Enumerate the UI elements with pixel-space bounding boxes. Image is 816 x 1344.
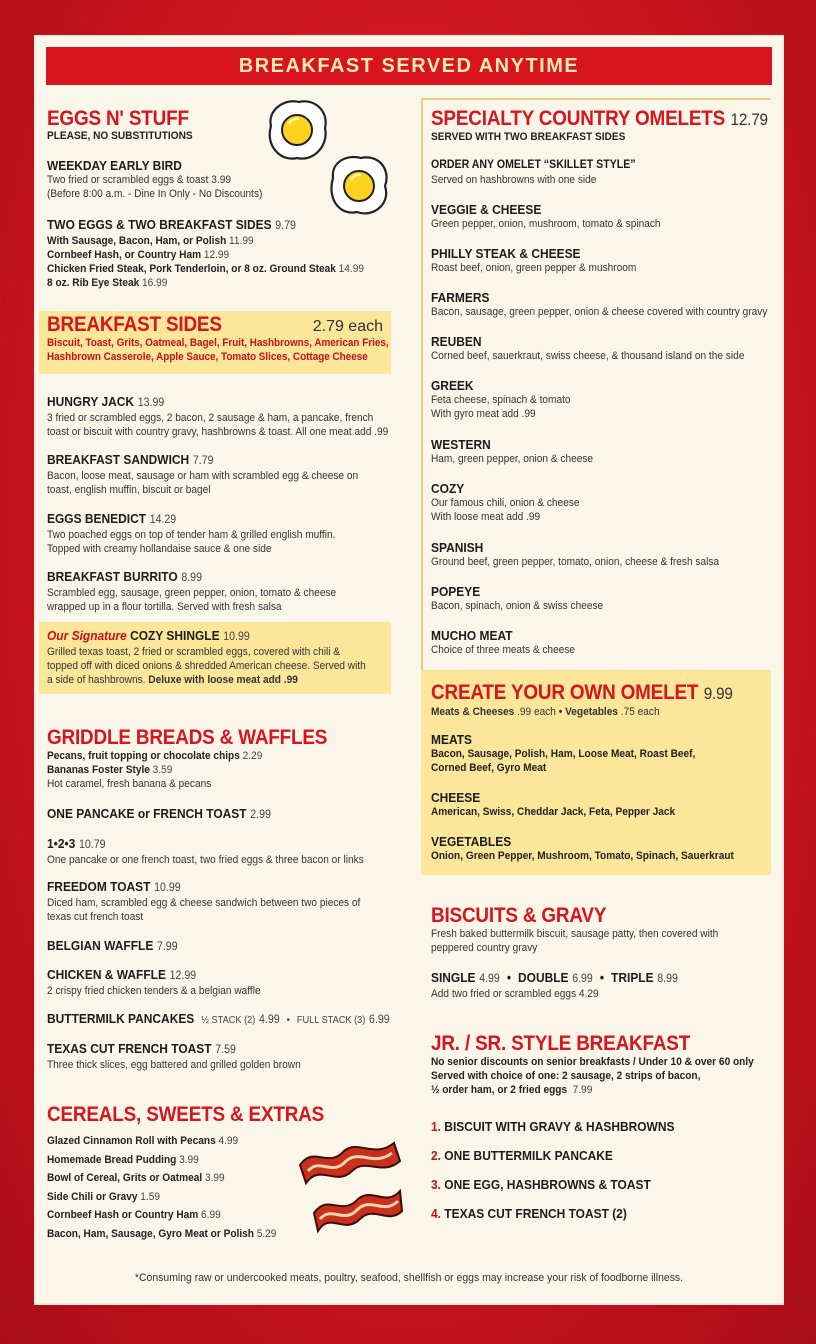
create-title: [431, 682, 733, 705]
item-title-text: HUNGRY JACK: [47, 394, 135, 409]
griddle-title: GRIDDLE BREADS & WAFFLES: [47, 726, 328, 749]
freedom-title-text: FREEDOM TOAST: [47, 879, 151, 894]
cereals-line-text: Homemade Bread Pudding: [47, 1153, 177, 1166]
cereals-line: [47, 1132, 330, 1151]
cereals-line: [47, 1188, 330, 1207]
jr-line: [431, 1083, 754, 1097]
create-omelet-section: [431, 682, 766, 719]
buttermilk-full: FULL STACK (3): [296, 1015, 366, 1026]
omelet-desc: Ham, green pepper, onion & cheese: [431, 453, 594, 465]
eggs-section: [47, 108, 205, 143]
cereals-line-text: Bacon, Ham, Sausage, Gyro Meat or Polish: [47, 1227, 254, 1240]
two-eggs-line: [47, 262, 364, 276]
two-eggs-title-text: TWO EGGS & TWO BREAKFAST SIDES: [47, 217, 272, 232]
shingle-deluxe: Deluxe with loose meat add .99: [148, 674, 298, 686]
jr-price: 7.99: [572, 1084, 593, 1096]
chicken-waffle: [47, 967, 279, 998]
freedom-desc: Diced ham, scrambled egg & cheese sandwich between two pieces of: [47, 897, 361, 909]
buttermilk-title-text: BUTTERMILK PANCAKES: [47, 1011, 195, 1026]
omelets-section: [431, 108, 805, 144]
shingle-title: [47, 628, 366, 645]
jr-item-num: 4.: [431, 1206, 441, 1221]
cereals-line-price: 4.99: [218, 1135, 239, 1147]
omelets-price: 12.79: [730, 110, 768, 129]
one23-title: [47, 836, 364, 853]
griddle-line3: Hot caramel, fresh banana & pecans: [47, 778, 212, 790]
banner: BREAKFAST SERVED ANYTIME: [46, 47, 772, 85]
create-cheese-title: CHEESE: [431, 790, 481, 805]
belgian-title-text: BELGIAN WAFFLE: [47, 938, 154, 953]
two-eggs-line-text: Cornbeef Hash, or Country Ham: [47, 249, 202, 261]
omelet-desc: Ground beef, green pepper, tomato, onion, cheese & fresh salsa: [431, 556, 720, 568]
two-eggs: [47, 217, 392, 290]
create-veg-title: VEGETABLES: [431, 834, 512, 849]
omelet-title: FARMERS: [431, 290, 490, 305]
omelet-desc: Bacon, spinach, onion & swiss cheese: [431, 600, 604, 612]
omelet-desc: Choice of three meats & cheese: [431, 644, 576, 656]
omelet-title: SPANISH: [431, 540, 484, 555]
create-prices: Meats & Cheeses .99 each • Vegetables .75 each: [431, 706, 660, 718]
omelet-title: POPEYE: [431, 584, 481, 599]
two-eggs-line-text: With Sausage, Bacon, Ham, or Polish: [47, 235, 227, 247]
sides-line2: Hashbrown Casserole, Apple Sauce, Tomato Slices, Cottage Cheese: [47, 351, 368, 363]
cereals-line-price: 5.29: [256, 1227, 277, 1240]
cereals-line-text: Bowl of Cereal, Grits or Oatmeal: [47, 1172, 203, 1184]
cereals-line-price: 6.99: [201, 1209, 221, 1221]
omelets-title-text: SPECIALTY COUNTRY OMELETS: [431, 107, 726, 130]
omelet-title: REUBEN: [431, 334, 482, 349]
biscuits-sizes: [431, 970, 699, 1001]
one-two-three: [47, 836, 391, 867]
shingle-desc: Grilled texas toast, 2 fried or scrambled eggs, covered with chili &: [47, 646, 341, 658]
cereals-line: [47, 1206, 330, 1225]
item-title-text: BREAKFAST BURRITO: [47, 569, 178, 584]
jr-title: JR. / SR. STYLE BREAKFAST: [431, 1032, 691, 1055]
item-price: 8.99: [181, 572, 202, 584]
item-desc: Bacon, loose meat, sausage or ham with scrambled egg & cheese on: [47, 470, 359, 482]
buttermilk-half: ½ STACK (2): [201, 1015, 256, 1026]
eggs-subtitle: PLEASE, NO SUBSTITUTIONS: [47, 130, 193, 142]
omelet-item: [431, 437, 607, 466]
biscuits-add: Add two fried or scrambled eggs 4.29: [431, 988, 599, 1000]
jr-item-text: ONE BUTTERMILK PANCAKE: [444, 1148, 613, 1163]
item-title: [47, 452, 358, 469]
two-eggs-price: 9.79: [275, 220, 296, 232]
two-eggs-line: [47, 248, 364, 262]
sides-line1: Biscuit, Toast, Grits, Oatmeal, Bagel, Fruit, Hashbrowns, American Fries,: [47, 337, 389, 349]
jr-item-text: ONE EGG, HASHBROWNS & TOAST: [444, 1177, 651, 1192]
chicken-desc: 2 crispy fried chicken tenders & a belgian waffle: [47, 985, 261, 997]
two-eggs-line-price: 14.99: [338, 263, 364, 275]
buttermilk-title: BUTTERMILK PANCAKES ½ STACK (2) 4.99 • FULL STACK (3) 6.99: [47, 1011, 390, 1026]
cereals-line-text: Glazed Cinnamon Roll with Pecans: [47, 1135, 216, 1147]
two-eggs-title: [47, 217, 364, 234]
biscuits-single: SINGLE: [431, 970, 476, 985]
omelet-desc: With loose meat add .99: [431, 511, 541, 523]
biscuits-desc: Fresh baked buttermilk biscuit, sausage patty, then covered with: [431, 928, 719, 940]
jr-line: Served with choice of one: 2 sausage, 2 strips of bacon,: [431, 1070, 701, 1082]
create-meats: [431, 732, 718, 775]
chicken-price: 12.99: [169, 970, 197, 982]
texas-title-text: TEXAS CUT FRENCH TOAST: [47, 1041, 212, 1056]
omelets-subtitle: SERVED WITH TWO BREAKFAST SIDES: [431, 131, 626, 143]
item-desc: wrapped up in a flour tortilla. Served with fresh salsa: [47, 601, 282, 613]
create-veg-line: Onion, Green Pepper, Mushroom, Tomato, Spinach, Sauerkraut: [431, 850, 734, 862]
cereals-line-text: Side Chili or Gravy: [47, 1190, 138, 1203]
biscuits-sizes-line: SINGLE 4.99 • DOUBLE 6.99 • TRIPLE 8.99: [431, 970, 678, 985]
biscuits-single-price: 4.99: [479, 973, 500, 985]
one-pancake-title-text: ONE PANCAKE or FRENCH TOAST: [47, 806, 247, 821]
item-price: 13.99: [137, 397, 165, 409]
create-meats-label: Meats & Cheeses: [431, 706, 515, 718]
cereals-line: [47, 1169, 330, 1188]
two-eggs-line: [47, 276, 364, 290]
belgian-waffle: [47, 938, 189, 955]
omelet-divider: [421, 98, 423, 670]
omelet-item: [431, 628, 588, 657]
two-eggs-line-price: 16.99: [142, 277, 168, 289]
create-title-text: CREATE YOUR OWN OMELET: [431, 681, 699, 704]
shingle-desc: [47, 673, 366, 687]
cereals-line: [47, 1225, 330, 1244]
two-eggs-line-price: 11.99: [229, 235, 254, 247]
biscuits-title: BISCUITS & GRAVY: [431, 904, 607, 927]
shingle-desc: topped off with diced onions & shredded American cheese. Served with: [47, 660, 366, 672]
early-bird-desc: [47, 173, 262, 187]
omelet-item: [431, 540, 744, 569]
create-meats-title: MEATS: [431, 732, 472, 747]
jr-item-num: 2.: [431, 1148, 441, 1163]
omelet-item: [431, 202, 680, 231]
sides-price: 2.79 each: [312, 318, 383, 335]
item-title: [47, 569, 336, 586]
jr-item-text: BISCUIT WITH GRAVY & HASHBROWNS: [444, 1119, 675, 1134]
menu-item: [47, 511, 361, 556]
omelet-desc: Green pepper, onion, mushroom, tomato & spinach: [431, 218, 661, 230]
item-desc: Two poached eggs on top of tender ham & grilled english muffin.: [47, 529, 336, 541]
biscuits-desc: peppered country gravy: [431, 942, 538, 954]
cereals-line-price: 1.59: [140, 1190, 161, 1203]
item-desc: 3 fried or scrambled eggs, 2 bacon, 2 sausage & ham, a pancake, french: [47, 412, 374, 424]
create-veg: [431, 834, 760, 863]
one23-price: 10.79: [79, 839, 106, 851]
omelets-title: [431, 108, 768, 131]
omelet-title: COZY: [431, 481, 465, 496]
shingle-desc3: a side of hashbrowns.: [47, 674, 146, 686]
jr-items: [431, 1112, 696, 1228]
foodborne-footnote: *Consuming raw or undercooked meats, poultry, seafood, shellfish or eggs may increase your risk of foodborne illness.: [134, 1272, 684, 1284]
griddle-section: [47, 727, 358, 791]
omelet-desc: Corned beef, sauerkraut, swiss cheese, & thousand island on the side: [431, 350, 745, 362]
griddle-line2-text: Bananas Foster Style: [47, 764, 150, 776]
omelet-desc: Served on hashbrowns with one side: [431, 174, 597, 186]
item-desc: Scrambled egg, sausage, green pepper, onion, tomato & cheese: [47, 587, 337, 599]
omelet-desc: Feta cheese, spinach & tomato: [431, 394, 571, 406]
one23-title-text: 1•2•3: [47, 836, 76, 851]
omelet-desc: Our famous chili, onion & cheese: [431, 497, 580, 509]
omelet-title: VEGGIE & CHEESE: [431, 202, 542, 217]
cereals-line-price: 3.99: [179, 1153, 199, 1166]
jr-line3-text: ½ order ham, or 2 fried eggs: [431, 1084, 568, 1096]
shingle-price: 10.99: [223, 631, 250, 643]
omelet-desc: Roast beef, onion, green pepper & mushroom: [431, 262, 637, 274]
item-desc: toast or biscuit with country gravy, hashbrowns & toast. All one meat add .99: [47, 426, 389, 438]
omelet-desc: Bacon, sausage, green pepper, onion & cheese covered with country gravy: [431, 306, 768, 318]
two-eggs-line-price: 12.99: [203, 249, 230, 261]
omelet-desc: With gyro meat add .99: [431, 408, 536, 420]
two-eggs-line-text: 8 oz. Rib Eye Steak: [47, 277, 140, 289]
biscuits-double: DOUBLE: [518, 970, 569, 985]
two-eggs-line-text: Chicken Fried Steak, Pork Tenderloin, or 8 oz. Ground Steak: [47, 263, 336, 275]
griddle-line2-price: 3.59: [152, 764, 173, 776]
omelet-item: [431, 158, 653, 187]
jr-item: [431, 1199, 674, 1228]
sides-header: [47, 314, 383, 336]
chicken-title: [47, 967, 261, 984]
omelet-item: [431, 246, 654, 275]
texas-desc: Three thick slices, egg battered and grilled golden brown: [47, 1059, 301, 1071]
item-title-text: BREAKFAST SANDWICH: [47, 452, 190, 467]
two-eggs-line: [47, 234, 364, 248]
bacon-icon: [294, 1135, 404, 1260]
create-meats-price: .99 each: [517, 706, 556, 718]
early-bird-price: 3.99: [211, 174, 231, 186]
griddle-line1-text: Pecans, fruit topping or chocolate chips: [47, 750, 240, 762]
one23-desc: One pancake or one french toast, two fried eggs & three bacon or links: [47, 854, 364, 866]
griddle-line1-price: 2.29: [242, 750, 263, 762]
item-desc: Topped with creamy hollandaise sauce & one side: [47, 543, 272, 555]
omelet-title: PHILLY STEAK & CHEESE: [431, 246, 581, 261]
menu-item: [47, 569, 361, 614]
jr-sr-section: [431, 1033, 782, 1097]
menu-item: [47, 394, 418, 439]
item-price: 7.79: [192, 455, 214, 467]
create-veg-price: .75 each: [620, 706, 660, 718]
omelet-title: WESTERN: [431, 437, 491, 452]
biscuits-double-price: 6.99: [572, 973, 593, 985]
buttermilk-full-price: 6.99: [369, 1014, 390, 1026]
buttermilk-half-price: 4.99: [259, 1014, 280, 1026]
jr-item-num: 3.: [431, 1177, 441, 1192]
jr-item: [431, 1170, 674, 1199]
omelet-divider-top: [421, 98, 771, 100]
eggs-title: EGGS N' STUFF: [47, 107, 189, 130]
item-desc: toast, english muffin, biscuit or bagel: [47, 484, 211, 496]
griddle-line2: [47, 763, 333, 777]
item-title: [47, 511, 335, 528]
biscuits-triple-price: 8.99: [657, 973, 678, 985]
texas-price: 7.59: [215, 1044, 236, 1056]
create-cheese-line: American, Swiss, Cheddar Jack, Feta, Pepper Jack: [431, 806, 676, 818]
early-bird-note: (Before 8:00 a.m. - Dine In Only - No Discounts): [47, 188, 263, 200]
cereals-line: [47, 1151, 330, 1170]
shingle-title-text: COZY SHINGLE: [130, 628, 220, 643]
omelet-item: [431, 481, 592, 524]
cereals-line-price: 3.99: [204, 1172, 225, 1184]
sides-title: BREAKFAST SIDES: [47, 313, 222, 336]
belgian-title: [47, 938, 178, 955]
item-price: 14.29: [149, 514, 177, 526]
belgian-price: 7.99: [156, 941, 178, 953]
cozy-shingle: [47, 628, 394, 687]
freedom-desc: texas cut french toast: [47, 911, 144, 923]
early-bird-desc1: Two fried or scrambled eggs & toast: [47, 174, 209, 186]
omelet-title: GREEK: [431, 378, 474, 393]
texas-toast: [47, 1041, 323, 1072]
shingle-prefix: Our Signature: [47, 628, 127, 643]
one-pancake: [47, 806, 290, 823]
jr-item-text: TEXAS CUT FRENCH TOAST (2): [444, 1206, 627, 1221]
griddle-line1: [47, 749, 333, 763]
omelet-title: MUCHO MEAT: [431, 628, 513, 643]
omelet-item: [431, 290, 797, 319]
one-pancake-price: 2.99: [250, 809, 271, 821]
omelet-item: [431, 378, 583, 421]
one-pancake-title: [47, 806, 271, 823]
freedom-toast: [47, 879, 388, 924]
jr-item: [431, 1112, 674, 1141]
omelet-item: [431, 584, 618, 613]
omelet-item: [431, 334, 772, 363]
chicken-title-text: CHICKEN & WAFFLE: [47, 967, 166, 982]
early-bird-title: WEEKDAY EARLY BIRD: [47, 158, 182, 173]
item-title: [47, 394, 388, 411]
freedom-price: 10.99: [154, 882, 181, 894]
cereals-line-text: Cornbeef Hash or Country Ham: [47, 1209, 199, 1221]
sides-section: [47, 314, 387, 364]
menu-item: [47, 452, 385, 497]
omelet-title: ORDER ANY OMELET “SKILLET STYLE”: [431, 159, 636, 171]
create-veg-label: Vegetables: [565, 706, 618, 718]
buttermilk-pancakes: [47, 1011, 419, 1028]
fried-egg-icon: [323, 150, 395, 222]
cereals-title: CEREALS, SWEETS & EXTRAS: [47, 1103, 325, 1126]
jr-item-num: 1.: [431, 1119, 441, 1134]
freedom-title: [47, 879, 360, 896]
create-cheese: [431, 790, 696, 819]
texas-title: [47, 1041, 301, 1058]
jr-line: No senior discounts on senior breakfasts / Under 10 & over 60 only: [431, 1056, 754, 1068]
create-price: 9.99: [703, 684, 733, 703]
create-meats-line: Bacon, Sausage, Polish, Ham, Loose Meat, Roast Beef,: [431, 748, 696, 760]
item-title-text: EGGS BENEDICT: [47, 511, 147, 526]
jr-item: [431, 1141, 674, 1170]
create-meats-line: Corned Beef, Gyro Meat: [431, 762, 547, 774]
biscuits-section: [431, 905, 743, 955]
early-bird: [47, 158, 281, 201]
biscuits-triple: TRIPLE: [611, 970, 654, 985]
